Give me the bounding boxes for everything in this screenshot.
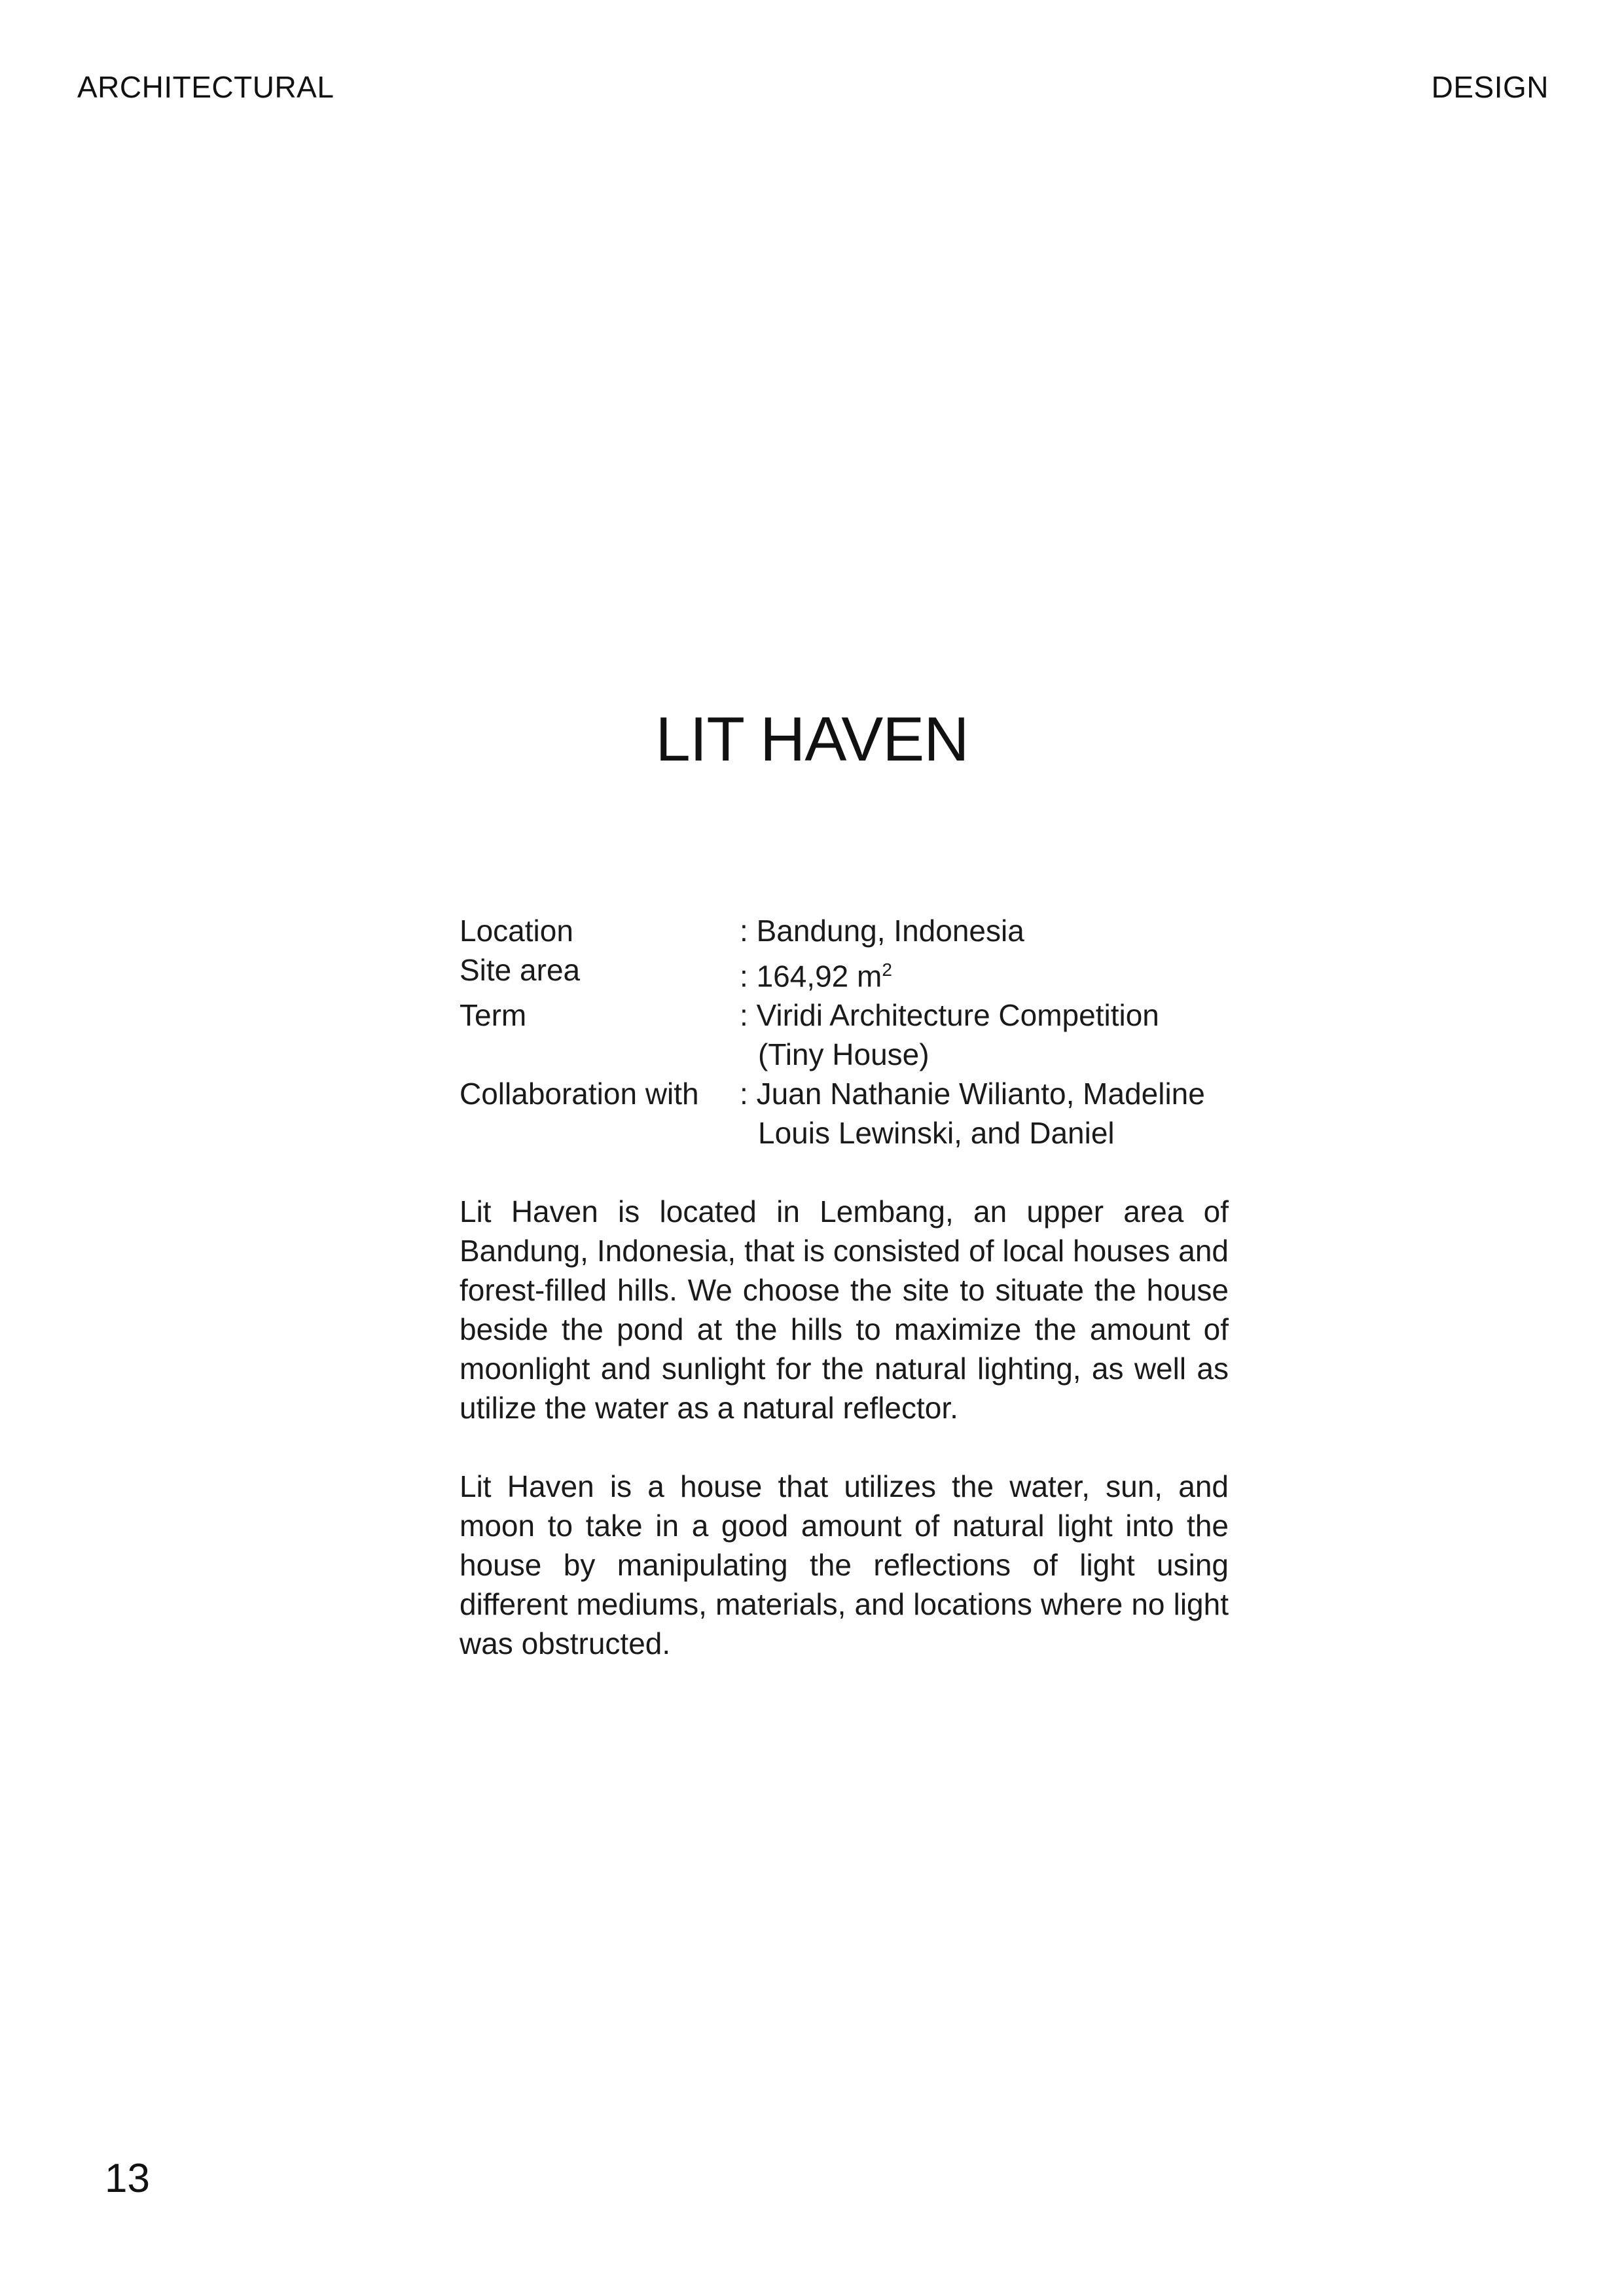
project-details [460,911,1232,1153]
description-paragraph-1: Lit Haven is located in Lembang, an upper area of Bandung, Indonesia, that is consisted of local houses and forest-filled hills. We choose the site to situate the house beside the pond at the hills to maximize the amount of moonlight and sunlight for the natural lighting, as well as utilize the water as a natural reflector. [460,1194,1229,1426]
page-number: 13 [105,2156,150,2201]
separator: : [740,959,748,994]
site-area-label: Site area [460,953,581,987]
site-area-unit-superscript: 2 [882,960,892,980]
separator: : [740,1077,748,1111]
site-area-value: 164,92 m [756,959,882,994]
detail-row-term-cont [460,1035,1232,1074]
detail-row-collaboration-cont [460,1113,1232,1153]
header-left-label: ARCHITECTURAL [77,70,334,104]
term-label: Term [460,998,527,1033]
location-label: Location [460,914,573,948]
detail-row-location [460,911,1232,950]
separator: : [740,998,748,1033]
term-value-line1: Viridi Architecture Competition [756,998,1159,1033]
detail-row-site-area [460,950,1232,996]
detail-row-term [460,996,1232,1035]
separator: : [740,914,748,948]
project-title: LIT HAVEN [655,704,969,775]
collaboration-value-line1: Juan Nathanie Wilianto, Madeline [756,1077,1205,1111]
description-paragraph-2: Lit Haven is a house that utilizes the water, sun, and moon to take in a good amount of natural light into the house by manipulating the reflections of light using different mediums, materials, and locations where no light was obstructed. [460,1469,1229,1661]
term-value-line2: (Tiny House) [758,1037,929,1072]
project-content [460,911,1232,1663]
header-right-label: DESIGN [1431,70,1549,104]
collaboration-label: Collaboration with [460,1077,699,1111]
detail-row-collaboration [460,1074,1232,1113]
location-value: Bandung, Indonesia [756,914,1024,948]
collaboration-value-line2: Louis Lewinski, and Daniel [758,1116,1115,1151]
